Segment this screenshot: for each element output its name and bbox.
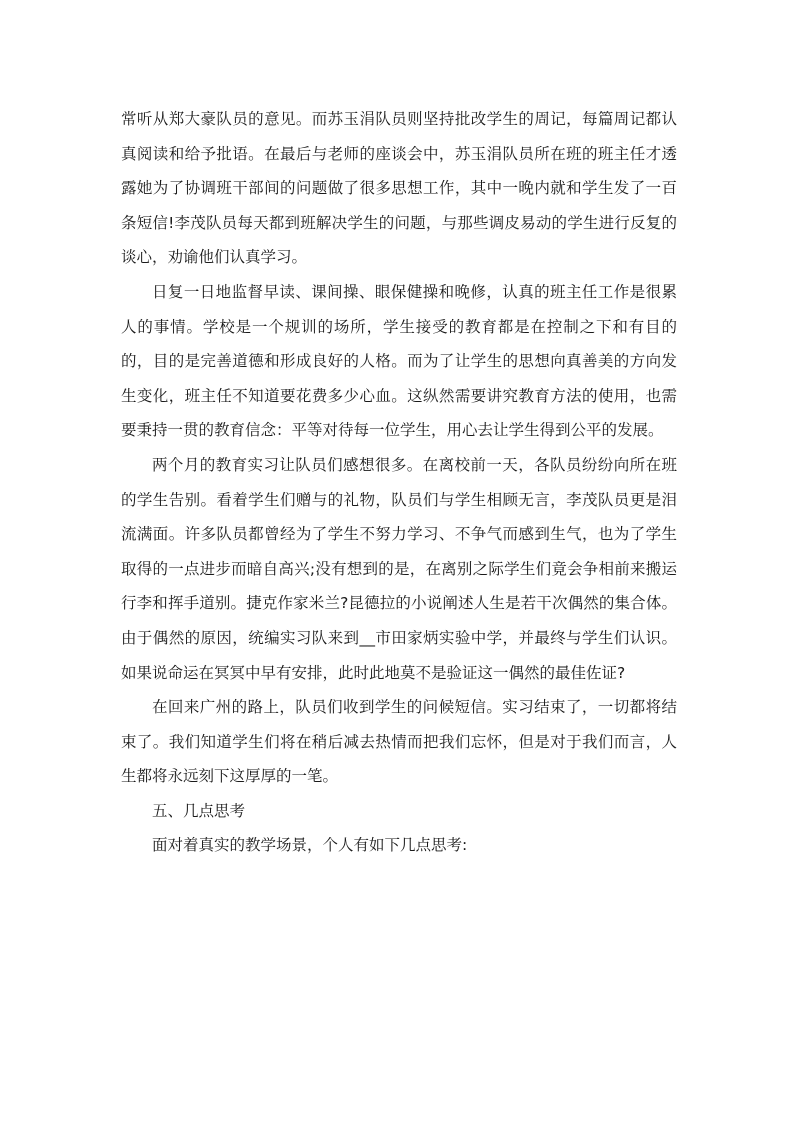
- section-heading: 五、几点思考: [152, 801, 246, 820]
- document-body: [121, 102, 677, 863]
- paragraph-farewell: 两个月的教育实习让队员们感想很多。在离校前一天，各队员纷纷向所在班的学生告别。看着学生们赠与的礼物，队员们与学生相顾无言，李茂队员更是泪流满面。许多队员都曾经为了学生不努力学习、不争气而感到生气，也为了学生取得的一点进步而暗自高兴;没有想到的是，在离别之际学生们竟会争相前来搬运行李和挥手道别。捷克作家米兰?昆德拉的小说阐述人生是若干次偶然的集合体。由于偶然的原因，统编实习队来到__市田家炳实验中学，并最终与学生们认识。如果说命运在冥冥中早有安排，此时此地莫不是验证这一偶然的最佳佐证?: [121, 455, 677, 682]
- paragraph-continuation: 常听从郑大豪队员的意见。而苏玉涓队员则坚持批改学生的周记，每篇周记都认真阅读和给予批语。在最后与老师的座谈会中，苏玉涓队员所在班的班主任才透露她为了协调班干部间的问题做了很多思想工作，其中一晚内就和学生发了一百条短信!李茂队员每天都到班解决学生的问题，与那些调皮易动的学生进行反复的谈心，劝谕他们认真学习。: [121, 110, 677, 267]
- paragraph-return-trip: 在回来广州的路上，队员们收到学生的问候短信。实习结束了，一切都将结束了。我们知道学生们将在稍后减去热情而把我们忘怀，但是对于我们而言，人生都将永远刻下这厚厚的一笔。: [121, 698, 677, 786]
- paragraph-head-teacher-work: 日复一日地监督早读、课间操、眼保健操和晚修，认真的班主任工作是很累人的事情。学校是一个规训的场所，学生接受的教育都是在控制之下和有目的的，目的是完善道德和形成良好的人格。而为了让学生的思想向真善美的方向发生变化，班主任不知道要花费多少心血。这纵然需要讲究教育方法的使用，也需要秉持一贯的教育信念：平等对待每一位学生，用心去让学生得到公平的发展。: [121, 282, 677, 440]
- paragraph-reflection-intro: 面对着真实的教学场景，个人有如下几点思考:: [152, 836, 468, 855]
